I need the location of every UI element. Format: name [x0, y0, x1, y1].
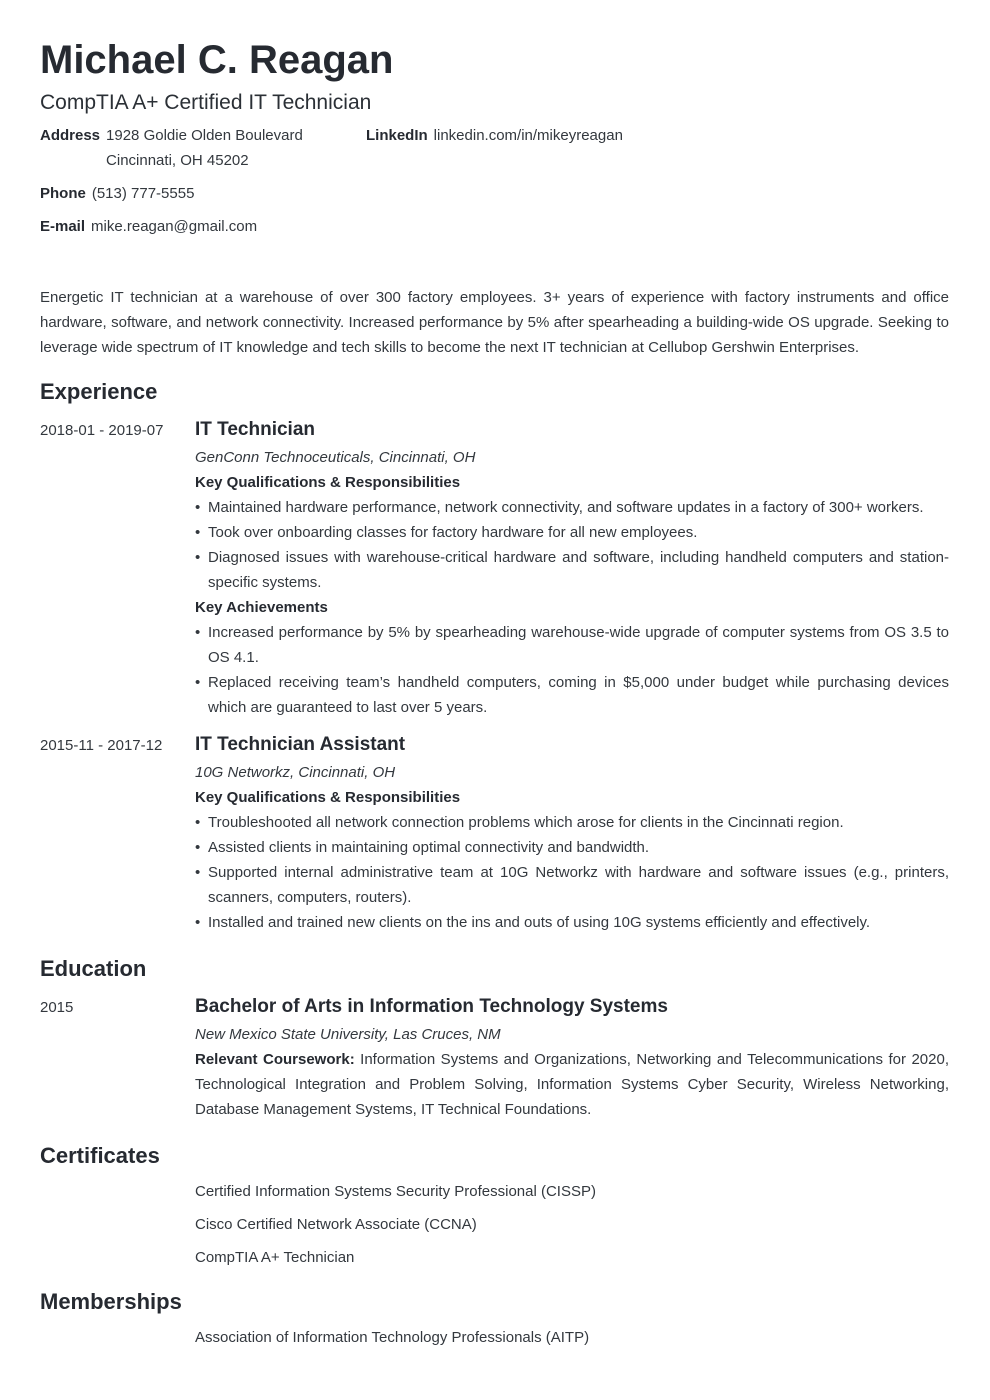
email-label: E-mail	[40, 218, 86, 235]
achievements-heading: Key Achievements	[195, 599, 328, 616]
address-block	[40, 123, 303, 173]
qualifications-heading: Key Qualifications & Responsibilities	[195, 474, 461, 491]
experience-dates: 2015-11 - 2017-12	[40, 737, 163, 754]
membership-item: Association of Information Technology Professionals (AITP)	[195, 1329, 590, 1346]
phone-label: Phone	[40, 185, 86, 202]
list-item: • Troubleshooted all network connection problems which arose for clients in the Cincinnati region.	[195, 810, 949, 835]
certificate-item: CompTIA A+ Technician	[195, 1249, 355, 1266]
job-title: IT Technician	[195, 419, 316, 440]
education-entry	[40, 995, 949, 1122]
coursework-text: Information Systems and Organizations, Networking and Telecommunications for 2020, Technological Integration and Problem Solving, Information Systems Cyber Security, Wireless Networking, Database Management Systems, IT Technical Foundations.	[195, 1051, 949, 1118]
job-company: 10G Networkz, Cincinnati, OH	[195, 764, 396, 781]
list-item: • Increased performance by 5% by spearheading warehouse-wide upgrade of computer systems from OS 3.5 to OS 4.1.	[195, 620, 949, 670]
list-item: • Took over onboarding classes for factory hardware for all new employees.	[195, 520, 949, 545]
list-item: • Diagnosed issues with warehouse-critical hardware and software, including handheld computers and station-specific systems.	[195, 545, 949, 595]
coursework-label: Relevant Coursework:	[195, 1051, 355, 1068]
address-label: Address	[40, 127, 101, 144]
certificate-item: Cisco Certified Network Associate (CCNA)	[195, 1216, 477, 1233]
qualifications-list	[195, 495, 949, 595]
education-year: 2015	[40, 999, 74, 1016]
certificates-list	[195, 1179, 596, 1278]
address-value	[106, 123, 303, 173]
job-title: IT Technician Assistant	[195, 734, 406, 755]
linkedin-link[interactable]: linkedin.com/in/mikeyreagan	[433, 127, 623, 144]
experience-heading: Experience	[40, 379, 158, 404]
list-item: • Replaced receiving team’s handheld computers, coming in $5,000 under budget while purchasing devices which are guaranteed to last over 5 years.	[195, 670, 949, 720]
education-heading: Education	[40, 956, 147, 981]
qualifications-list	[195, 810, 949, 935]
contact-info	[40, 118, 949, 268]
school-name: New Mexico State University, Las Cruces, NM	[195, 1026, 501, 1043]
candidate-title: CompTIA A+ Certified IT Technician	[40, 91, 372, 114]
job-company: GenConn Technoceuticals, Cincinnati, OH	[195, 449, 476, 466]
resume-page	[40, 34, 949, 1346]
list-item: • Supported internal administrative team at 10G Networkz with hardware and software issues (e.g., printers, scanners, computers, routers).	[195, 860, 949, 910]
linkedin-label: LinkedIn	[366, 127, 428, 144]
degree-title: Bachelor of Arts in Information Technology Systems	[195, 996, 668, 1017]
profile-summary: Energetic IT technician at a warehouse of over 300 factory employees. 3+ years of experience with factory instruments and office hardware, software, and network connectivity. Increased performance by 5% after spearheading a building-wide OS upgrade. Seeking to leverage wide spectrum of IT knowledge and tech skills to become the next IT technician at Cellubop Gershwin Enterprises.	[40, 289, 949, 356]
experience-entry	[40, 733, 949, 935]
experience-entry	[40, 418, 949, 720]
qualifications-heading: Key Qualifications & Responsibilities	[195, 789, 461, 806]
list-item: • Assisted clients in maintaining optimal connectivity and bandwidth.	[195, 835, 949, 860]
address-line1: 1928 Goldie Olden Boulevard	[106, 127, 303, 144]
memberships-list	[195, 1325, 589, 1358]
linkedin-block	[366, 123, 623, 148]
phone-value: (513) 777-5555	[91, 185, 195, 202]
certificate-item: Certified Information Systems Security Professional (CISSP)	[195, 1183, 596, 1200]
list-item: • Installed and trained new clients on the ins and outs of using 10G systems efficiently and effectively.	[195, 910, 949, 935]
address-line2: Cincinnati, OH 45202	[106, 152, 249, 169]
experience-dates: 2018-01 - 2019-07	[40, 422, 164, 439]
memberships-heading: Memberships	[40, 1289, 182, 1314]
phone-block	[40, 181, 194, 206]
list-item: • Maintained hardware performance, network connectivity, and software updates in a factory of 300+ workers.	[195, 495, 949, 520]
coursework	[195, 1047, 949, 1122]
email-block	[40, 214, 257, 239]
certificates-heading: Certificates	[40, 1143, 160, 1168]
achievements-list	[195, 620, 949, 720]
candidate-name: Michael C. Reagan	[40, 38, 394, 82]
email-link[interactable]: mike.reagan@gmail.com	[91, 218, 258, 235]
